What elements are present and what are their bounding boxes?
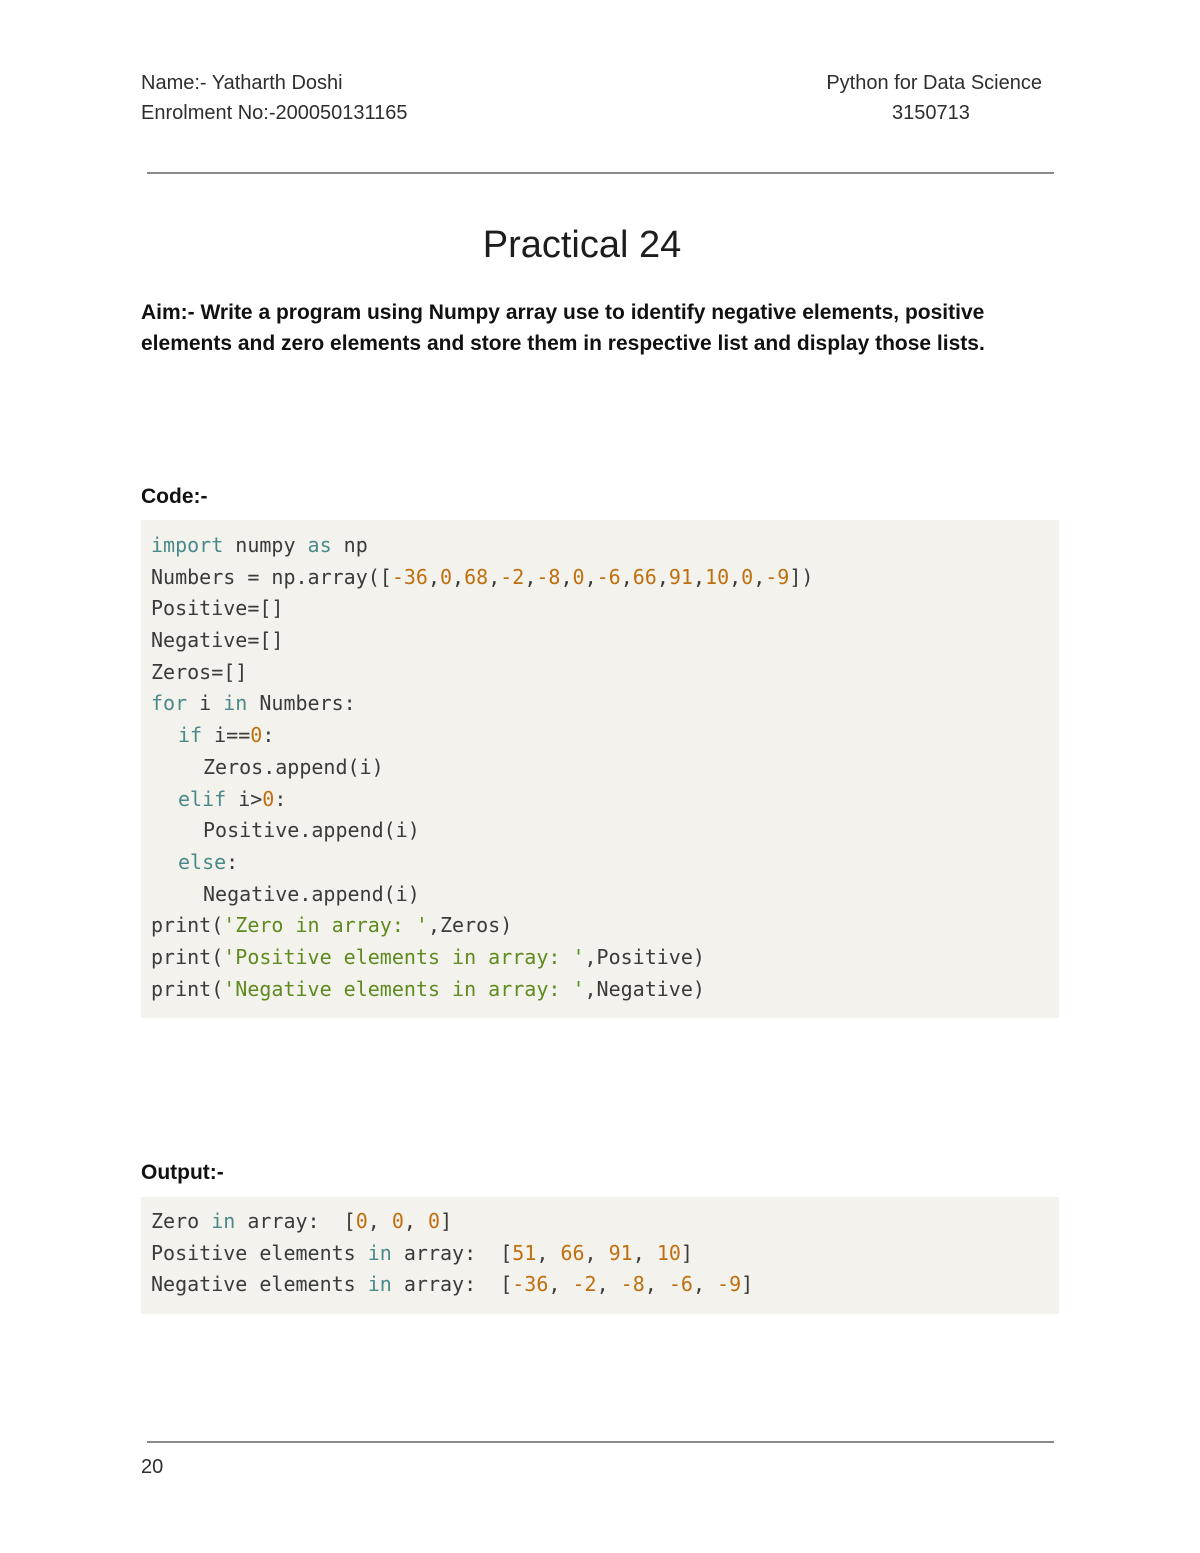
- subject-code: 3150713: [892, 102, 970, 124]
- student-name: Name:- Yatharth Doshi: [141, 72, 343, 94]
- page-title: Practical 24: [482, 224, 682, 266]
- footer-divider: [147, 1441, 1054, 1443]
- output-label: Output:-: [141, 1161, 224, 1184]
- code-line: for i in Numbers:: [151, 691, 356, 716]
- code-line: Negative.append(i): [203, 881, 420, 906]
- code-line: Negative=[]: [151, 628, 284, 653]
- enrolment-number: Enrolment No:-200050131165: [141, 102, 408, 124]
- code-line: print('Negative elements in array: ',Negative): [151, 976, 705, 1001]
- code-line: if i==0:: [178, 723, 275, 748]
- output-line: Positive elements in array: [51, 66, 91, 10]: [151, 1240, 693, 1265]
- code-line: print('Zero in array: ',Zeros): [151, 913, 513, 938]
- code-line: import numpy as np: [151, 533, 368, 557]
- code-line: Numbers = np.array([-36,0,68,-2,-8,0,-6,66,91,10,0,-9]): [151, 564, 814, 589]
- code-line: else:: [178, 849, 239, 874]
- subject-name: Python for Data Science: [826, 72, 1042, 94]
- code-line: elif i>0:: [178, 786, 287, 811]
- code-line: print('Positive elements in array: ',Positive): [151, 944, 705, 969]
- code-line: Zeros.append(i): [203, 754, 384, 779]
- aim-text: Aim:- Write a program using Numpy array use to identify negative elements, positive elements and zero elements and store them in respective list and display those lists.: [141, 301, 985, 355]
- page-number: 20: [141, 1456, 164, 1478]
- code-line: Zeros=[]: [151, 659, 248, 684]
- output-line: Zero in array: [0, 0, 0]: [151, 1209, 453, 1233]
- code-label: Code:-: [141, 485, 208, 508]
- code-block: [141, 520, 1059, 1018]
- output-line: Negative elements in array: [-36, -2, -8, -6, -9]: [151, 1272, 754, 1297]
- code-line: Positive.append(i): [203, 818, 420, 843]
- code-line: Positive=[]: [151, 596, 284, 621]
- header-divider: [147, 172, 1054, 174]
- output-block: [141, 1197, 1059, 1314]
